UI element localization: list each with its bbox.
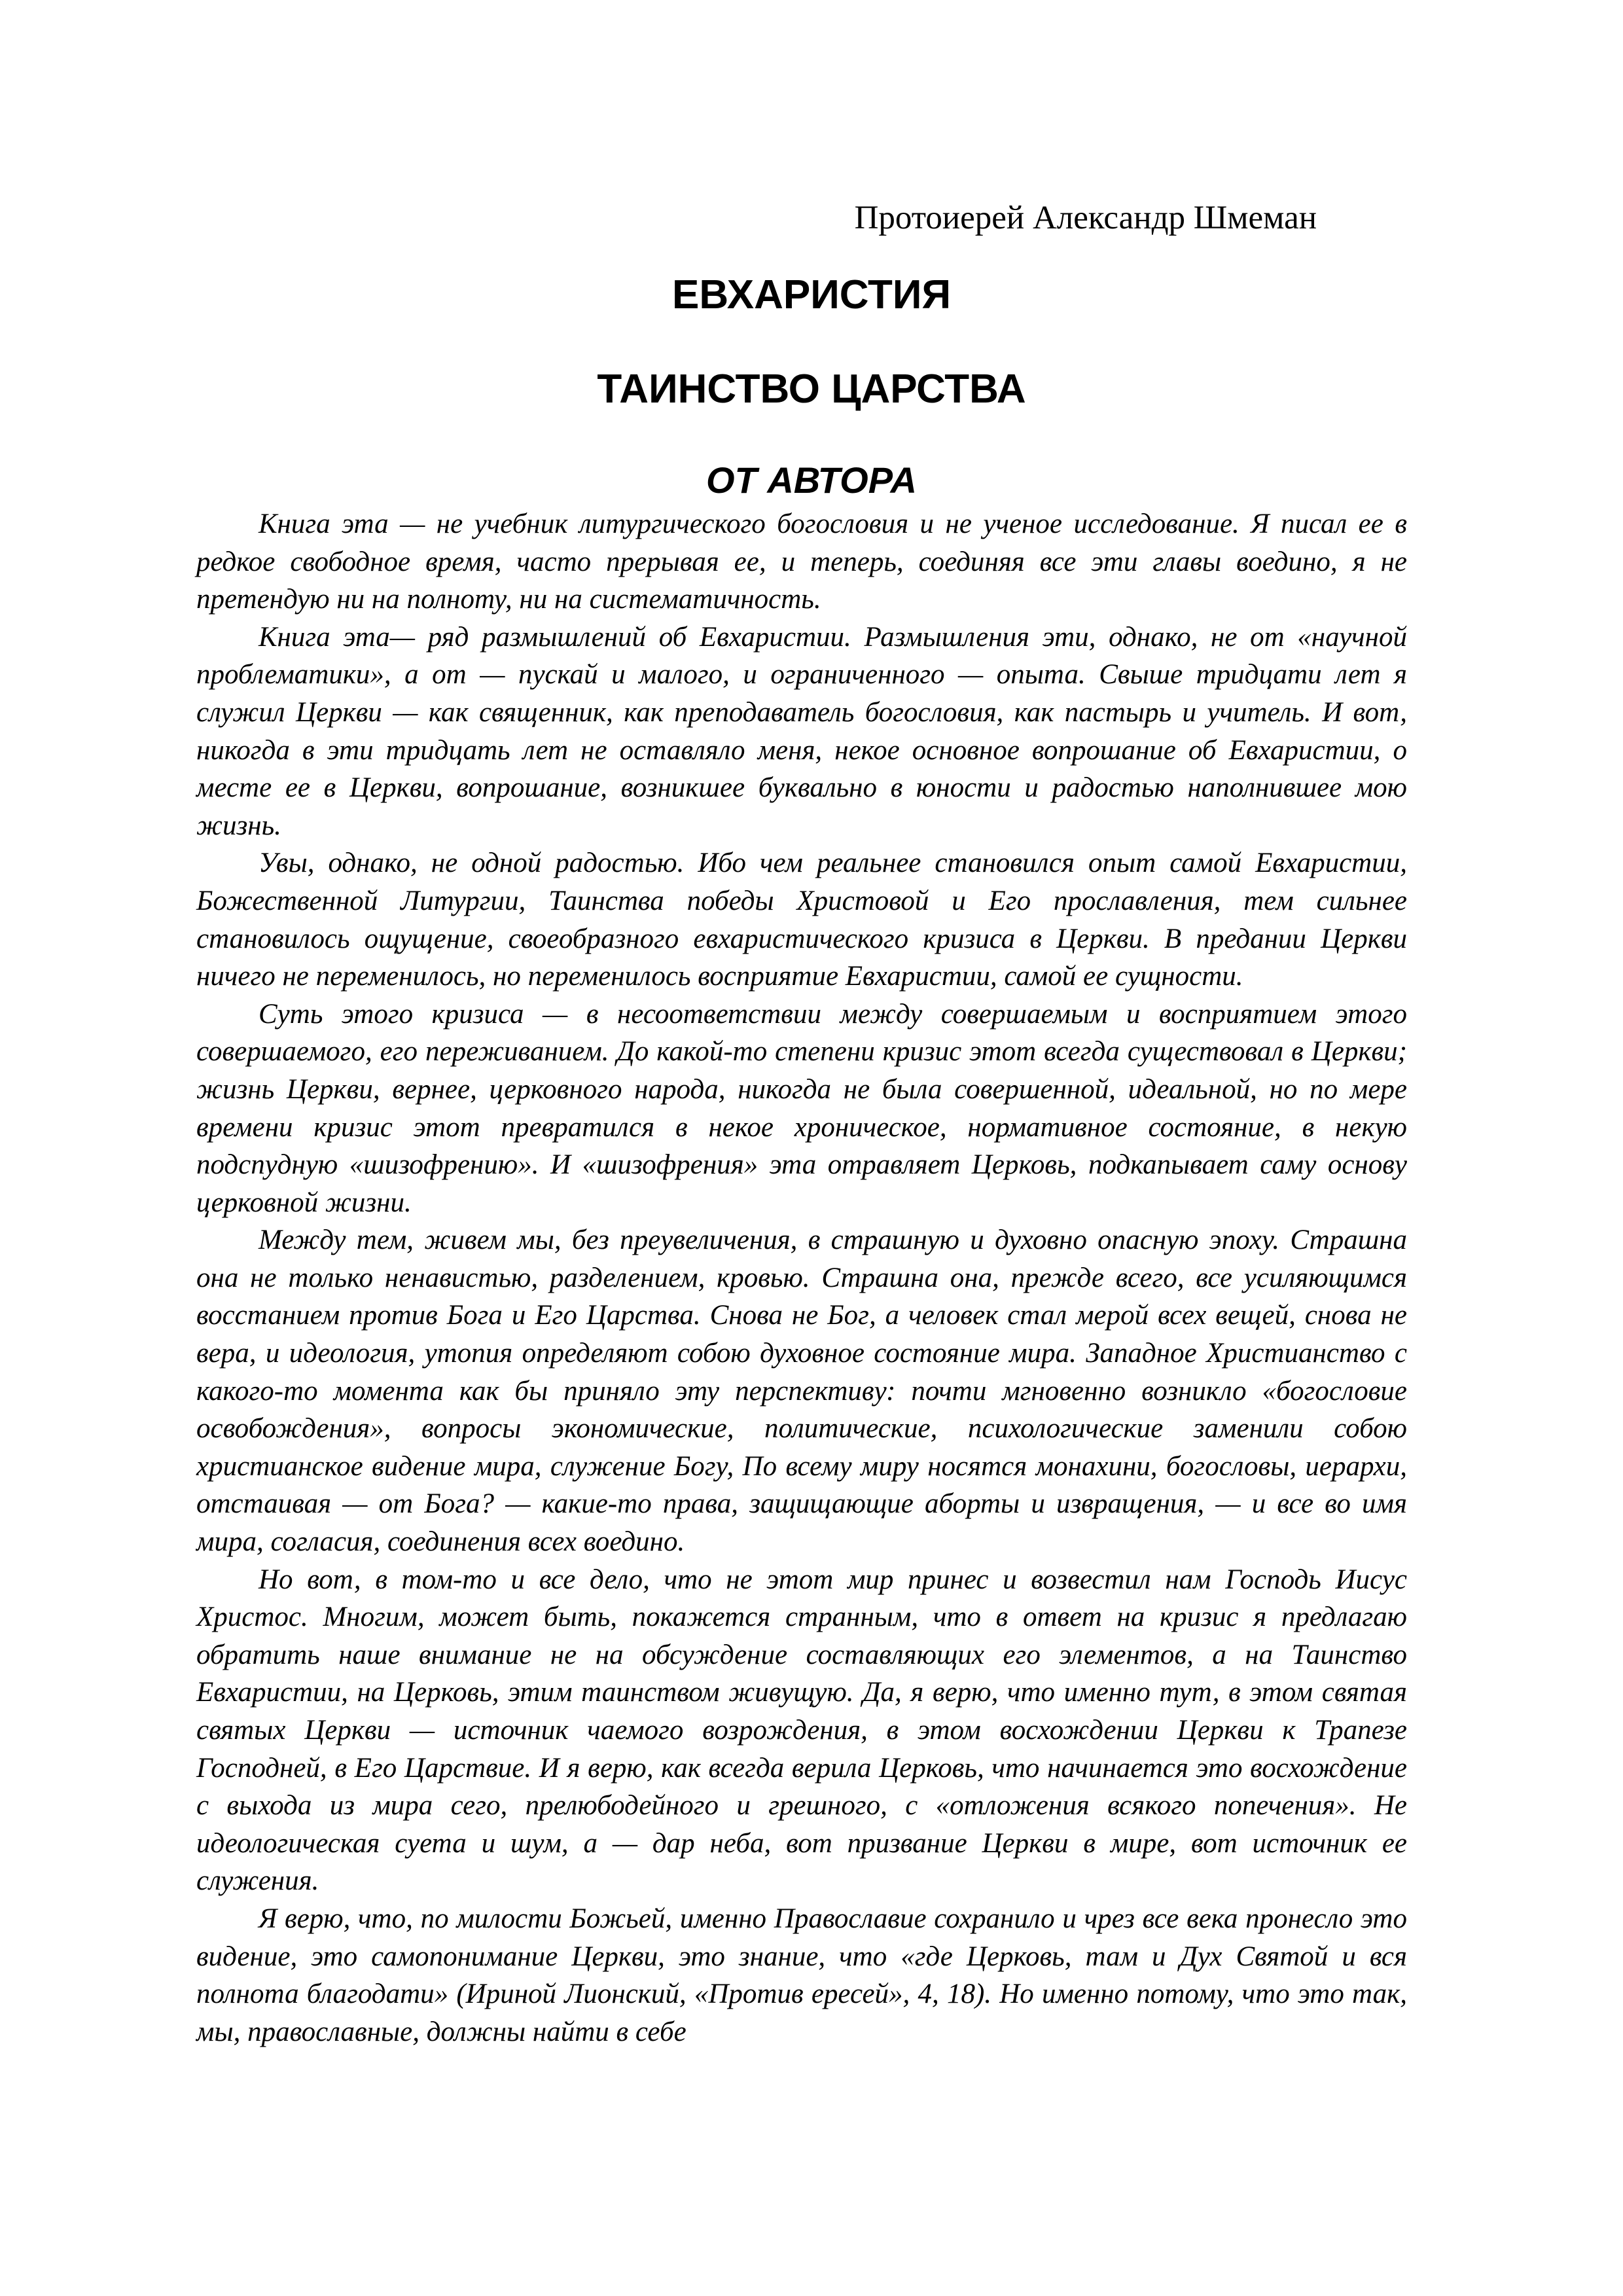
paragraph-4: Суть этого кризиса — в несоответствии между совершаемым и восприятием этого совершаемого, его переживанием. До какой-то степени кризис этот всегда существовал в Церкви; жизнь Церкви, вернее, церковного народа, никогда не была совершенной, идеальной, но по мере времени кризис этот превратился в некое хроническое, нормативное состояние, в некую подспудную «шизофрению». И «шизофрения» эта отравляет Церковь, подкапывает саму основу церковной жизни.: [196, 998, 1407, 1218]
paragraph-3: Увы, однако, не одной радостью. Ибо чем реальнее становился опыт самой Евхаристии, Божественной Литургии, Таинства победы Христовой и Его прославления, тем сильнее становилось ощущение, своеобразного евхаристического кризиса в Церкви. В предании Церкви ничего не переменилось, но переменилось восприятие Евхаристии, самой ее сущности.: [196, 848, 1407, 992]
paragraph-5: Между тем, живем мы, без преувеличения, в страшную и духовно опасную эпоху. Страшна она не только ненавистью, разделением, кровью. Страшна она, прежде всего, все усиляющимся восстанием против Бога и Его Царства. Снова не Бог, а человек стал мерой всех вещей, снова не вера, и идеология, утопия определяют собою духовное состояние мира. Западное Христианство с какого-то момента как бы приняло эту перспективу: почти мгновенно возникло «богословие освобождения», вопросы экономические, политические, психологические заменили собою христианское видение мира, служение Богу, По всему миру носятся монахини, богословы, иерархи, отстаивая — от Бога? — какие-то права, защищающие аборты и извращения, — и все во имя мира, согласия, соединения всех воедино.: [196, 1225, 1407, 1558]
paragraph-6: Но вот, в том-то и все дело, что не этот мир принес и возвестил нам Господь Иисус Христос. Многим, может быть, покажется странным, что в ответ на кризис я предлагаю обратить наше внимание не на обсуждение составляющих его элементов, а на Таинство Евхаристии, на Церковь, этим таинством живущую. Да, я верю, что именно тут, в этом святая святых Церкви — источник чаемого возрождения, в этом восхождении Церкви к Трапезе Господней, в Его Царствие. И я верю, как всегда верила Церковь, что начинается это восхождение с выхода из мира сего, прелюбодейного и грешного, с «отложения всякого попечения». Не идеологическая суета и шум, а — дар неба, вот призвание Церкви в мире, вот источник ее служения.: [196, 1564, 1407, 1897]
book-title: ЕВХАРИСТИЯ: [671, 272, 952, 317]
author-name: Протоиерей Александр Шмеман: [854, 200, 1317, 236]
paragraph-1: Книга эта — не учебник литургического богословия и не ученое исследование. Я писал ее в редкое свободное время, часто прерывая ее, и теперь, соединяя все эти главы воедино, я не претендую ни на полноту, ни на систематичность.: [196, 509, 1407, 615]
section-heading: ОТ АВТОРА: [706, 459, 917, 501]
book-subtitle: ТАИНСТВО ЦАРСТВА: [597, 367, 1026, 412]
paragraph-7: Я верю, что, по милости Божьей, именно Православие сохранило и чрез все века пронесло это видение, это самопонимание Церкви, это знание, что «где Церковь, там и Дух Святой и вся полнота благодати» (Ириной Лионский, «Против ересей», 4, 18). Но именно потому, что это так, мы, православные, должны найти в себе: [196, 1903, 1407, 2047]
paragraph-2: Книга эта— ряд размышлений об Евхаристии. Размышления эти, однако, не от «научной проблематики», а от — пускай и малого, и ограниченного — опыта. Свыше тридцати лет я служил Церкви — как священник, как преподаватель богословия, как пастырь и учитель. И вот, никогда в эти тридцать лет не оставляло меня, некое основное вопрошание об Евхаристии, о месте ее в Церкви, вопрошание, возникшее буквально в юности и радостью наполнившее мою жизнь.: [196, 621, 1407, 841]
body-text: [196, 505, 1407, 2051]
